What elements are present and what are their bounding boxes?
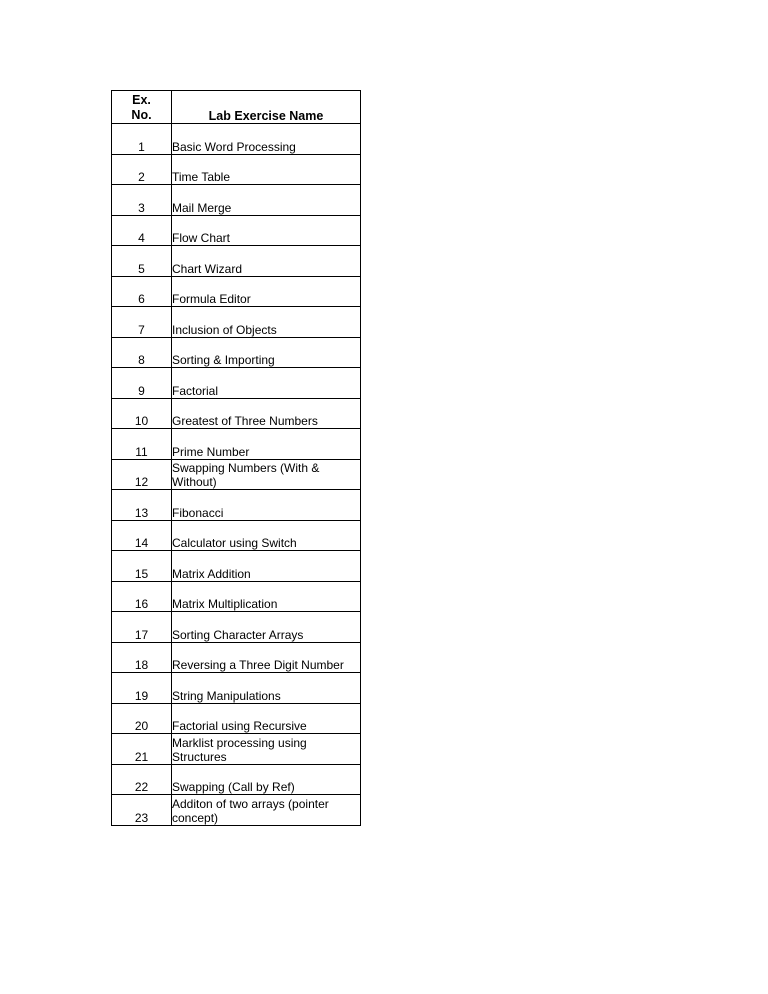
exercise-number-cell: 9 xyxy=(112,368,172,399)
exercise-name-cell: Greatest of Three Numbers xyxy=(172,398,361,429)
exercise-number-cell: 8 xyxy=(112,337,172,368)
exercise-name-cell: Matrix Addition xyxy=(172,551,361,582)
exercise-number-cell: 23 xyxy=(112,795,172,826)
table-row xyxy=(112,307,361,338)
exercise-name-cell: Flow Chart xyxy=(172,215,361,246)
table-row xyxy=(112,215,361,246)
exercise-number-cell: 10 xyxy=(112,398,172,429)
table-row xyxy=(112,703,361,734)
exercise-number-cell: 16 xyxy=(112,581,172,612)
table-row xyxy=(112,673,361,704)
exercise-name-cell: Basic Word Processing xyxy=(172,124,361,155)
table-row xyxy=(112,764,361,795)
exercise-number-cell: 15 xyxy=(112,551,172,582)
exercise-name-cell: Calculator using Switch xyxy=(172,520,361,551)
exercise-name-cell: Formula Editor xyxy=(172,276,361,307)
exercise-name-cell: Mail Merge xyxy=(172,185,361,216)
table-row xyxy=(112,795,361,826)
lab-exercise-table xyxy=(111,90,361,826)
exercise-number-cell: 11 xyxy=(112,429,172,460)
header-exercise-number-line2: No. xyxy=(131,108,152,122)
exercise-name-cell: Additon of two arrays (pointer concept) xyxy=(172,795,361,826)
table-row xyxy=(112,124,361,155)
exercise-name-cell: Marklist processing using Structures xyxy=(172,734,361,765)
exercise-number-cell: 20 xyxy=(112,703,172,734)
table-row xyxy=(112,551,361,582)
table-row xyxy=(112,734,361,765)
table-row xyxy=(112,185,361,216)
exercise-name-cell: Chart Wizard xyxy=(172,246,361,277)
table-header-row xyxy=(112,91,361,124)
exercise-number-cell: 5 xyxy=(112,246,172,277)
exercise-name-cell: Sorting & Importing xyxy=(172,337,361,368)
exercise-number-cell: 13 xyxy=(112,490,172,521)
exercise-name-cell: Inclusion of Objects xyxy=(172,307,361,338)
exercise-number-cell: 14 xyxy=(112,520,172,551)
table-row xyxy=(112,246,361,277)
table-row xyxy=(112,612,361,643)
exercise-number-cell: 17 xyxy=(112,612,172,643)
table-row xyxy=(112,520,361,551)
header-exercise-name: Lab Exercise Name xyxy=(172,91,361,124)
exercise-number-cell: 1 xyxy=(112,124,172,155)
table-row xyxy=(112,429,361,460)
exercise-name-cell: Sorting Character Arrays xyxy=(172,612,361,643)
exercise-number-cell: 6 xyxy=(112,276,172,307)
table-row xyxy=(112,368,361,399)
table-row xyxy=(112,276,361,307)
exercise-name-cell: Reversing a Three Digit Number xyxy=(172,642,361,673)
header-exercise-number-line1: Ex. xyxy=(132,93,151,107)
exercise-name-cell: Fibonacci xyxy=(172,490,361,521)
table-row xyxy=(112,154,361,185)
table-row xyxy=(112,398,361,429)
header-exercise-number xyxy=(112,91,172,124)
exercise-number-cell: 22 xyxy=(112,764,172,795)
exercise-number-cell: 3 xyxy=(112,185,172,216)
exercise-number-cell: 12 xyxy=(112,459,172,490)
exercise-name-cell: String Manipulations xyxy=(172,673,361,704)
exercise-name-cell: Swapping Numbers (With & Without) xyxy=(172,459,361,490)
table-row xyxy=(112,490,361,521)
lab-exercise-sheet xyxy=(111,90,360,826)
table-row xyxy=(112,459,361,490)
exercise-name-cell: Time Table xyxy=(172,154,361,185)
exercise-name-cell: Matrix Multiplication xyxy=(172,581,361,612)
exercise-name-cell: Factorial using Recursive xyxy=(172,703,361,734)
table-row xyxy=(112,581,361,612)
exercise-name-cell: Factorial xyxy=(172,368,361,399)
exercise-number-cell: 7 xyxy=(112,307,172,338)
exercise-name-cell: Prime Number xyxy=(172,429,361,460)
exercise-name-cell: Swapping (Call by Ref) xyxy=(172,764,361,795)
exercise-number-cell: 18 xyxy=(112,642,172,673)
exercise-number-cell: 2 xyxy=(112,154,172,185)
table-body xyxy=(112,124,361,826)
table-row xyxy=(112,642,361,673)
exercise-number-cell: 21 xyxy=(112,734,172,765)
table-row xyxy=(112,337,361,368)
exercise-number-cell: 4 xyxy=(112,215,172,246)
exercise-number-cell: 19 xyxy=(112,673,172,704)
